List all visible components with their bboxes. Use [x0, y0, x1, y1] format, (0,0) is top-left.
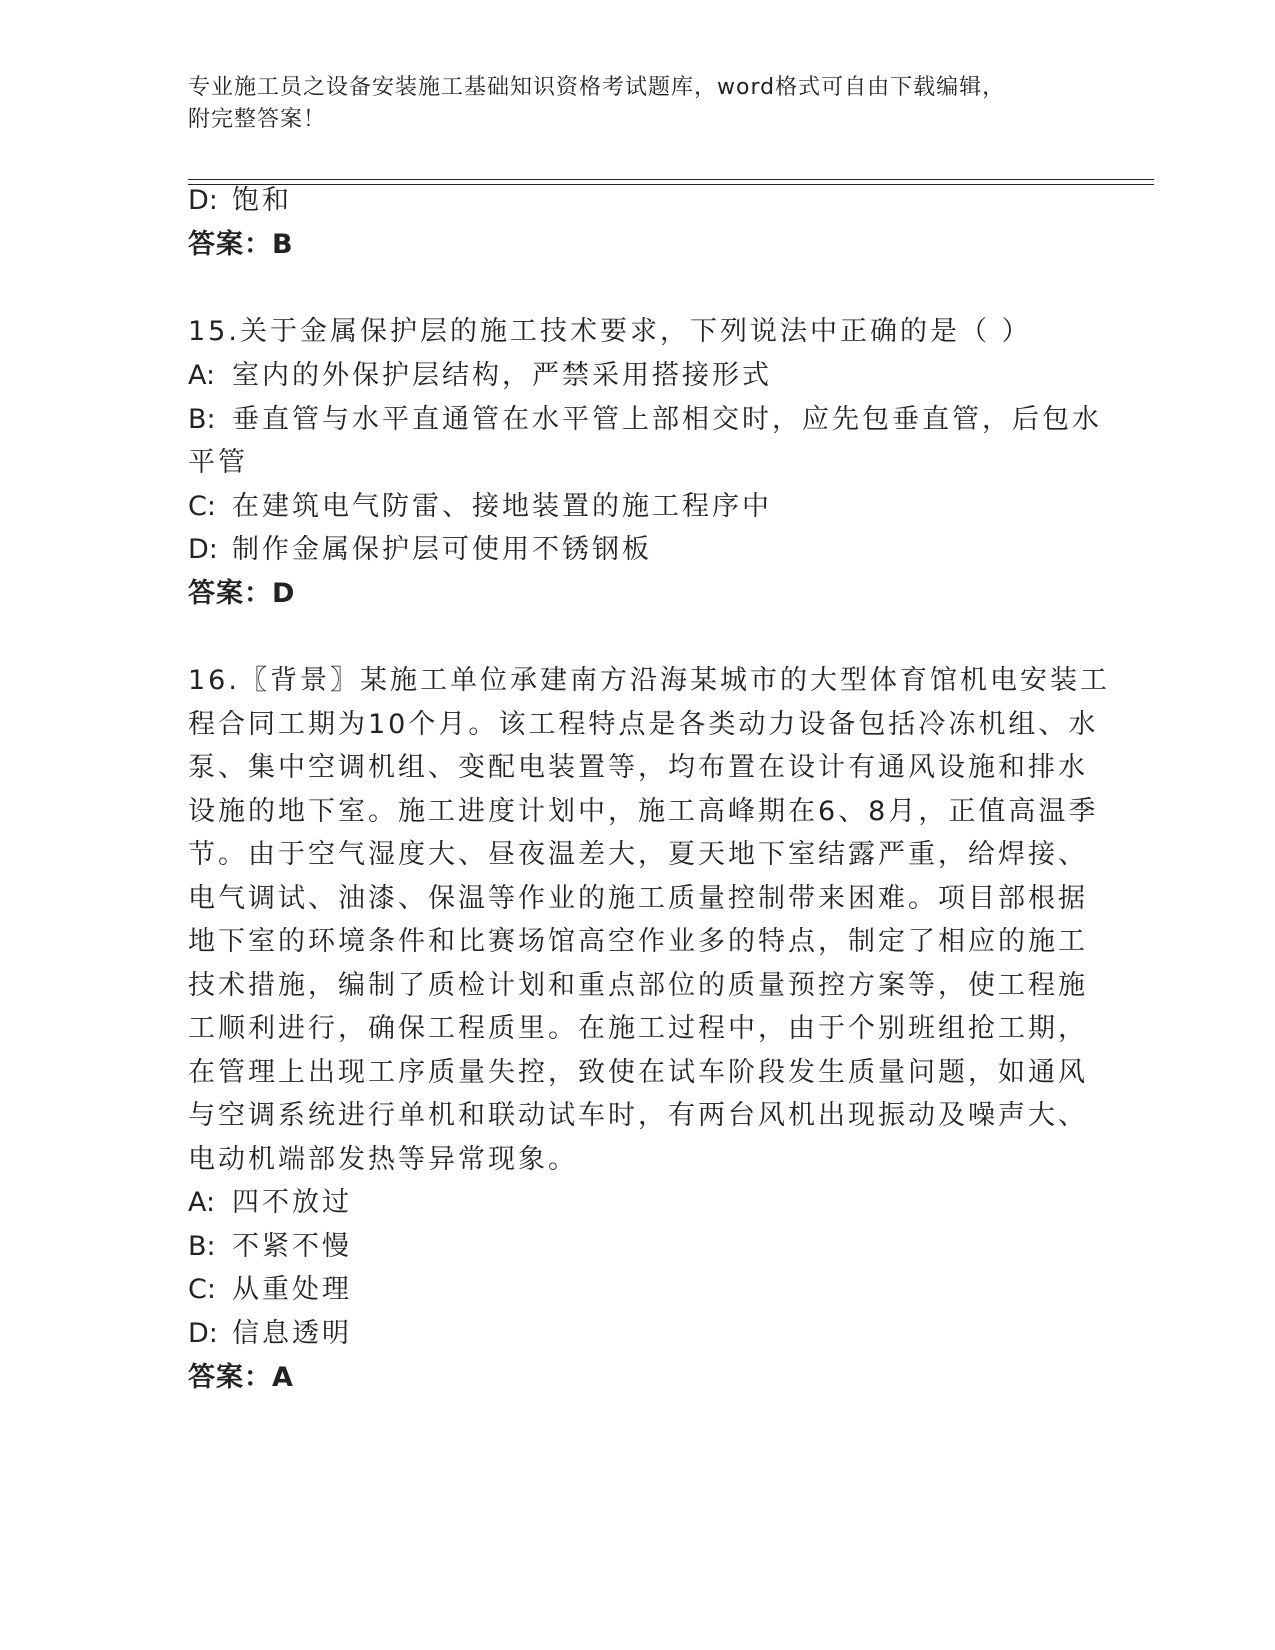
- q15-option-c: [188, 487, 772, 527]
- q16-stem-line: 与空调系统进行单机和联动试车时，有两台风机出现振动及噪声大、: [188, 1100, 1088, 1131]
- q15-stem: 15.关于金属保护层的施工技术要求，下列说法中正确的是（ ）: [188, 316, 1032, 347]
- q15-option-b: [188, 400, 1102, 440]
- q16-option-c: [188, 1270, 352, 1310]
- document-header: [188, 72, 1068, 136]
- q15-answer: 答案：D: [188, 578, 296, 609]
- option-text: 垂直管与水平直通管在水平管上部相交时，应先包垂直管，后包水: [232, 404, 1102, 435]
- q16-stem-line: 电气调试、油漆、保温等作业的施工质量控制带来困难。项目部根据: [188, 883, 1088, 914]
- q16-stem-line: 泵、集中空调机组、变配电装置等，均布置在设计有通风设施和排水: [188, 752, 1088, 783]
- q16-stem-line: 程合同工期为10个月。该工程特点是各类动力设备包括冷冻机组、水: [188, 709, 1099, 740]
- option-text: 在建筑电气防雷、接地装置的施工程序中: [232, 491, 772, 522]
- option-key: B:: [188, 1231, 216, 1262]
- option-key: B:: [188, 404, 216, 435]
- option-key: C:: [188, 1274, 216, 1305]
- q16-option-d: [188, 1314, 352, 1354]
- q15-option-d: [188, 530, 652, 570]
- option-text: 不紧不慢: [232, 1231, 352, 1262]
- q16-stem-line: 节。由于空气湿度大、昼夜温差大，夏天地下室结露严重，给焊接、: [188, 839, 1088, 870]
- option-text: 制作金属保护层可使用不锈钢板: [232, 534, 652, 565]
- header-divider-bottom: [188, 184, 1154, 185]
- header-line-1: 专业施工员之设备安装施工基础知识资格考试题库，word格式可自由下载编辑，: [188, 75, 1006, 100]
- prev-option-d: [188, 181, 292, 221]
- q16-stem-line: 技术措施，编制了质检计划和重点部位的质量预控方案等，使工程施: [188, 970, 1088, 1001]
- option-key: A:: [188, 1187, 216, 1218]
- option-text: 四不放过: [232, 1187, 352, 1218]
- prev-answer: 答案：B: [188, 229, 294, 260]
- option-key: D:: [188, 1318, 218, 1349]
- q16-stem-line: 地下室的环境条件和比赛场馆高空作业多的特点，制定了相应的施工: [188, 926, 1088, 957]
- q16-option-a: [188, 1183, 352, 1223]
- option-text: 从重处理: [232, 1274, 352, 1305]
- option-text: 室内的外保护层结构，严禁采用搭接形式: [232, 360, 772, 391]
- option-key: C:: [188, 491, 216, 522]
- q16-stem-line: 16.〖背景〗某施工单位承建南方沿海某城市的大型体育馆机电安装工: [188, 665, 1110, 696]
- option-key: A:: [188, 360, 216, 391]
- option-text: 信息透明: [232, 1318, 352, 1349]
- header-line-2: 附完整答案！: [188, 107, 327, 132]
- option-key: D:: [188, 534, 218, 565]
- q16-stem-line: 在管理上出现工序质量失控，致使在试车阶段发生质量问题，如通风: [188, 1057, 1088, 1088]
- q16-answer: 答案：A: [188, 1362, 294, 1393]
- q15-option-b-continued: 平管: [188, 447, 248, 478]
- header-divider-top: [188, 179, 1154, 180]
- option-key: D:: [188, 185, 218, 216]
- option-text: 饱和: [232, 185, 292, 216]
- q16-stem-line: 设施的地下室。施工进度计划中，施工高峰期在6、8月，正值高温季: [188, 796, 1099, 827]
- q15-option-a: [188, 356, 772, 396]
- q16-stem-line: 工顺利进行，确保工程质里。在施工过程中，由于个别班组抢工期，: [188, 1013, 1088, 1044]
- q16-stem-line: 电动机端部发热等异常现象。: [188, 1144, 578, 1175]
- q16-option-b: [188, 1227, 352, 1267]
